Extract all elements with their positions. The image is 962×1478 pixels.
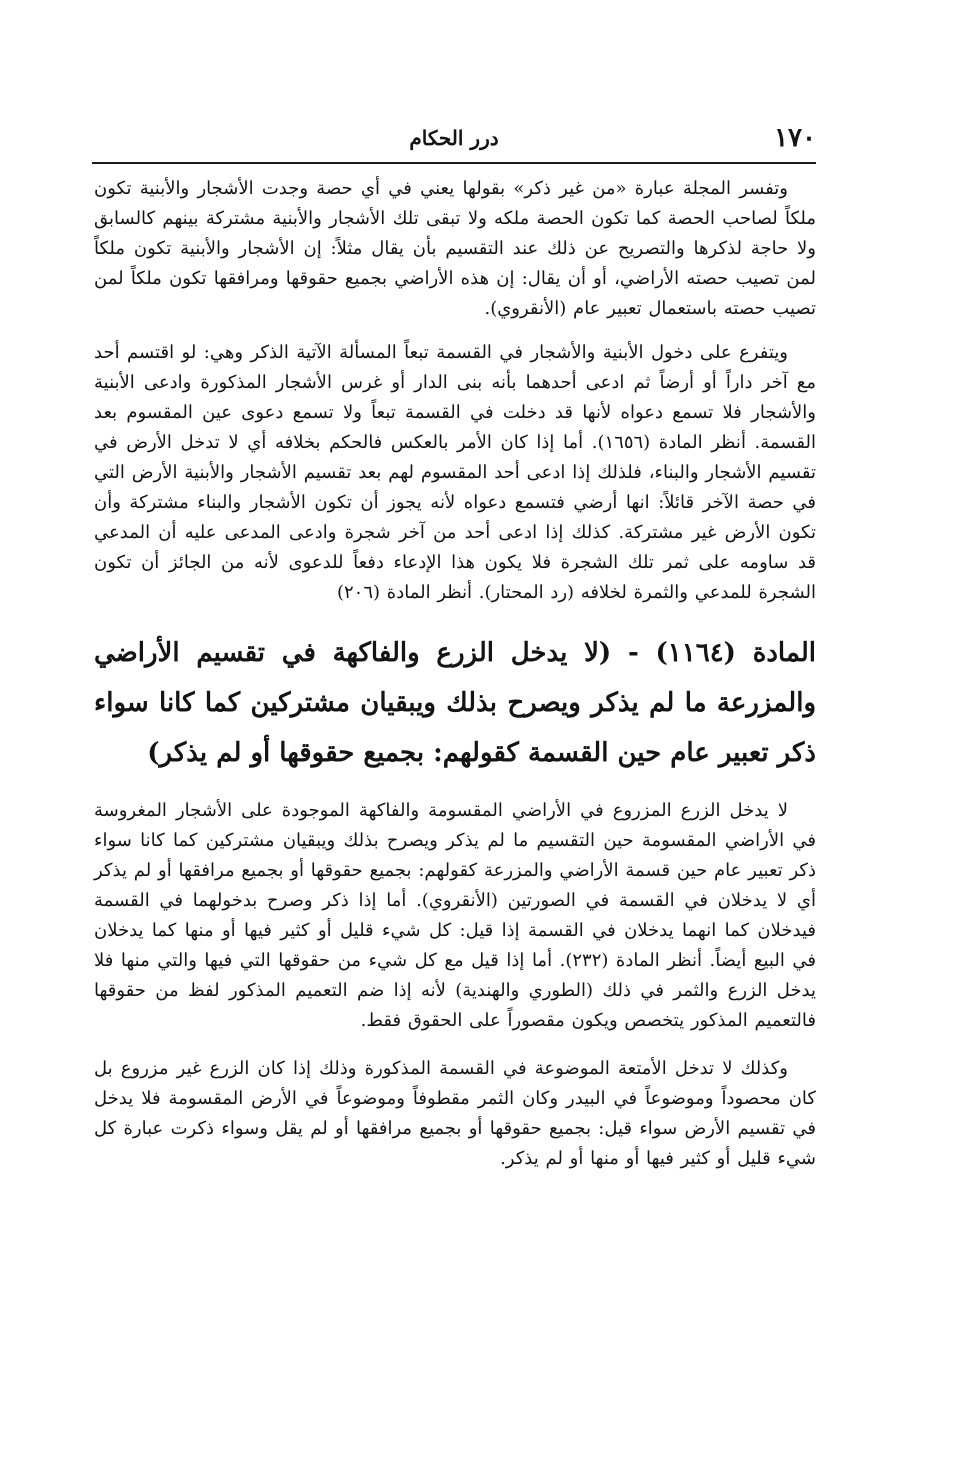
paragraph-commentary-3: لا يدخل الزرع المزروع في الأراضي المقسومة والفاكهة الموجودة على الأشجار المغروسة في الأراضي المقسومة حين التقسيم ما لم يذكر ويصرح بذلك ويبقيان مشتركين كما كانا سواء ذكر تعبير عام حين قسمة الأراضي والمزرعة كقولهم: بجميع حقوقها أو بجميع مرافقها أو لم يذكر أي لا يدخلان في القسمة في الصورتين (الأنقروي). أما إذا ذكر وصرح بدخولهما في القسمة فيدخلان كما انهما يدخلان في القسمة إذا قيل: كل شيء قليل أو كثير فيها أو منها كما يدخلان في البيع أيضاً. أنظر المادة (٢٣٢). أما إذا قيل مع كل شيء من حقوقها التي فيها والتي منها فلا يدخل الزرع والثمر في ذلك (الطوري والهندية) لأنه إذا ضم التعميم المذكور لفظ من حقوقها فالتعميم المذكور يتخصص ويكون مقصوراً على الحقوق فقط. <box>94 800 816 1031</box>
page-header <box>92 118 816 164</box>
paragraph-commentary-4: وكذلك لا تدخل الأمتعة الموضوعة في القسمة المذكورة وذلك إذا كان الزرع غير مزروع بل كان محصوداً وموضوعاً في البيدر وكان الثمر مقطوفاً وموضوعاً في الأرض المقسومة فلا يدخل في تقسيم الأرض سواء قيل: بجميع حقوقها أو بجميع مرافقها أو لم يقل وسواء ذكرت عبارة كل شيء قليل أو كثير فيها أو منها أو لم يذكر. <box>94 1058 816 1169</box>
running-title: درر الحكام <box>409 126 499 150</box>
page-number: ١٧٠ <box>774 123 816 153</box>
paragraph-commentary-1: وتفسر المجلة عبارة «من غير ذكر» بقولها يعني في أي حصة وجدت الأشجار والأبنية تكون ملكاً لصاحب الحصة كما تكون الحصة ملكه ولا تبقى تلك الأشجار والأبنية مشتركة بينهم كالسابق ولا حاجة لذكرها والتصريح عن ذلك عند التقسيم بأن يقال مثلاً: إن الأشجار والأبنية تكون ملكاً لمن تصيب حصته الأراضي، أو أن يقال: إن هذه الأراضي بجميع حقوقها ومرافقها تكون ملكاً لمن تصيب حصته باستعمال تعبير عام (الأنقروي). <box>94 178 816 319</box>
page-body <box>94 174 816 1174</box>
paragraph-commentary-2: ويتفرع على دخول الأبنية والأشجار في القسمة تبعاً المسألة الآتية الذكر وهي: لو اقتسم أحد مع آخر داراً أو أرضاً ثم ادعى أحدهما بأنه بنى الدار أو غرس الأشجار المذكورة وادعى الأبنية والأشجار فلا تسمع دعواه لأنها قد دخلت في القسمة تبعاً ولا تسمع دعوى عين المقسوم بعد القسمة. أنظر المادة (١٦٥٦). أما إذا كان الأمر بالعكس فالحكم بخلافه أي لا تدخل الأرض في تقسيم الأشجار والبناء، فلذلك إذا ادعى أحد المقسوم لهم بعد تقسيم الأشجار والأبنية الأرض التي في حصة الآخر قائلاً: انها أرضي فتسمع دعواه لأنه يجوز أن تكون الأشجار والبناء مشتركة وأن تكون الأرض غير مشتركة. كذلك إذا ادعى أحد من آخر شجرة وادعى المدعى عليه أن المدعي قد ساومه على ثمر تلك الشجرة فلا يكون هذا الإدعاء دفعاً للدعوى لأنه من الجائز أن تكون الشجرة للمدعي والثمرة لخلافه (رد المحتار). أنظر المادة (٢٠٦) <box>94 342 816 603</box>
article-heading: المادة (١١٦٤) - (لا يدخل الزرع والفاكهة في تقسيم الأراضي والمزرعة ما لم يذكر ويصرح بذلك ويبقيان مشتركين كما كانا سواء ذكر تعبير عام حين القسمة كقولهم: بجميع حقوقها أو لم يذكر) <box>94 638 817 768</box>
